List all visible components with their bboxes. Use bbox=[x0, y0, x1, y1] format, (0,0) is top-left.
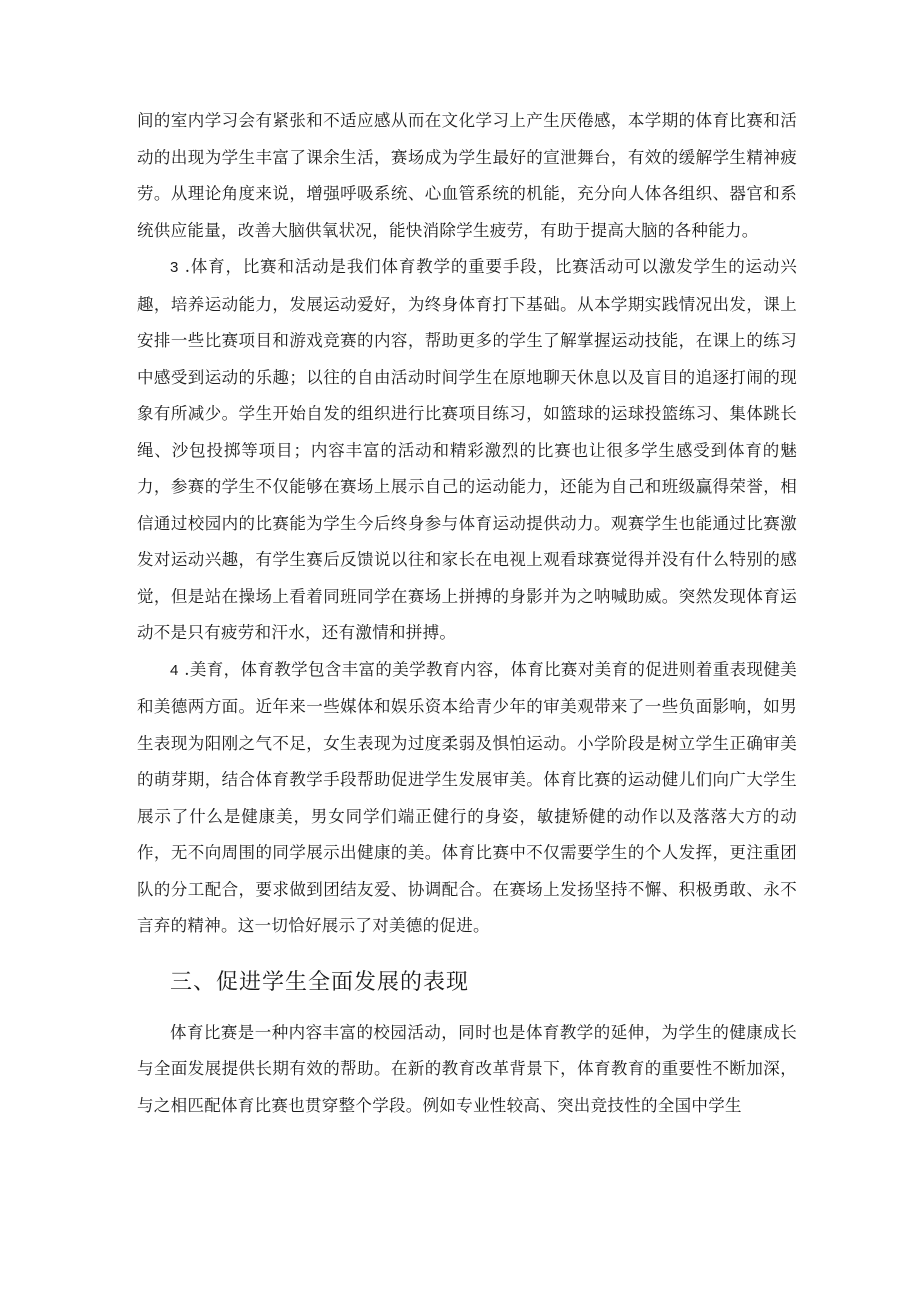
paragraph-item-4 bbox=[137, 652, 797, 945]
paragraph-section-intro bbox=[137, 1015, 797, 1125]
paragraph-item-3 bbox=[137, 249, 797, 652]
paragraph-text: 体育比赛是一种内容丰富的校园活动，同时也是体育教学的延伸，为学生的健康成长与全面发展提供长期有效的帮助。在新的教育改革背景下，体育教育的重要性不断加深，与之相匹配体育比赛也贯穿整个学段。例如专业性较高、突出竞技性的全国中学生 bbox=[137, 1022, 797, 1115]
paragraph-text: .体育，比赛和活动是我们体育教学的重要手段，比赛活动可以激发学生的运动兴趣，培养运动能力，发展运动爱好，为终身体育打下基础。从本学期实践情况出发，课上安排一些比赛项目和游戏竞赛的内容，帮助更多的学生了解掌握运动技能，在课上的练习中感受到运动的乐趣；以往的自由活动时间学生在原地聊天休息以及盲目的追逐打闹的现象有所减少。学生开始自发的组织进行比赛项目练习，如篮球的运球投篮练习、集体跳长绳、沙包投掷等项目；内容丰富的活动和精彩激烈的比赛也让很多学生感受到体育的魅力，参赛的学生不仅能够在赛场上展示自己的运动能力，还能为自己和班级赢得荣誉，相信通过校园内的比赛能为学生今后终身参与体育运动提供动力。观赛学生也能通过比赛激发对运动兴趣，有学生赛后反馈说以往和家长在电视上观看球赛觉得并没有什么特别的感觉，但是站在操场上看着同班同学在赛场上拼搏的身影并为之呐喊助威。突然发现体育运动不是只有疲劳和汗水，还有激情和拼搏。 bbox=[137, 257, 797, 642]
paragraph-text: .美育，体育教学包含丰富的美学教育内容，体育比赛对美育的促进则着重表现健美和美德两方面。近年来一些媒体和娱乐资本给青少年的审美观带来了一些负面影响，如男生表现为阳刚之气不足，女生表现为过度柔弱及惧怕运动。小学阶段是树立学生正确审美的萌芽期，结合体育教学手段帮助促进学生发展审美。体育比赛的运动健儿们向广大学生展示了什么是健康美，男女同学们端正健行的身姿，敏捷矫健的动作以及落落大方的动作，无不向周围的同学展示出健康的美。体育比赛中不仅需要学生的个人发挥，更注重团队的分工配合，要求做到团结友爱、协调配合。在赛场上发扬坚持不懈、积极勇敢、永不言弃的精神。这一切恰好展示了对美德的促进。 bbox=[137, 659, 797, 935]
item-number: 3 bbox=[170, 259, 179, 276]
paragraph-continuation bbox=[137, 103, 797, 249]
item-number: 4 bbox=[170, 661, 179, 679]
section-heading: 三、促进学生全面发展的表现 bbox=[170, 969, 470, 995]
document-body bbox=[137, 103, 797, 1124]
paragraph-text: 间的室内学习会有紧张和不适应感从而在文化学习上产生厌倦感，本学期的体育比赛和活动的出现为学生丰富了课余生活，赛场成为学生最好的宣泄舞台，有效的缓解学生精神疲劳。从理论角度来说，增强呼吸系统、心血管系统的机能，充分向人体各组织、器官和系统供应能量，改善大脑供氧状况，能快消除学生疲劳，有助于提高大脑的各种能力。 bbox=[137, 111, 797, 240]
